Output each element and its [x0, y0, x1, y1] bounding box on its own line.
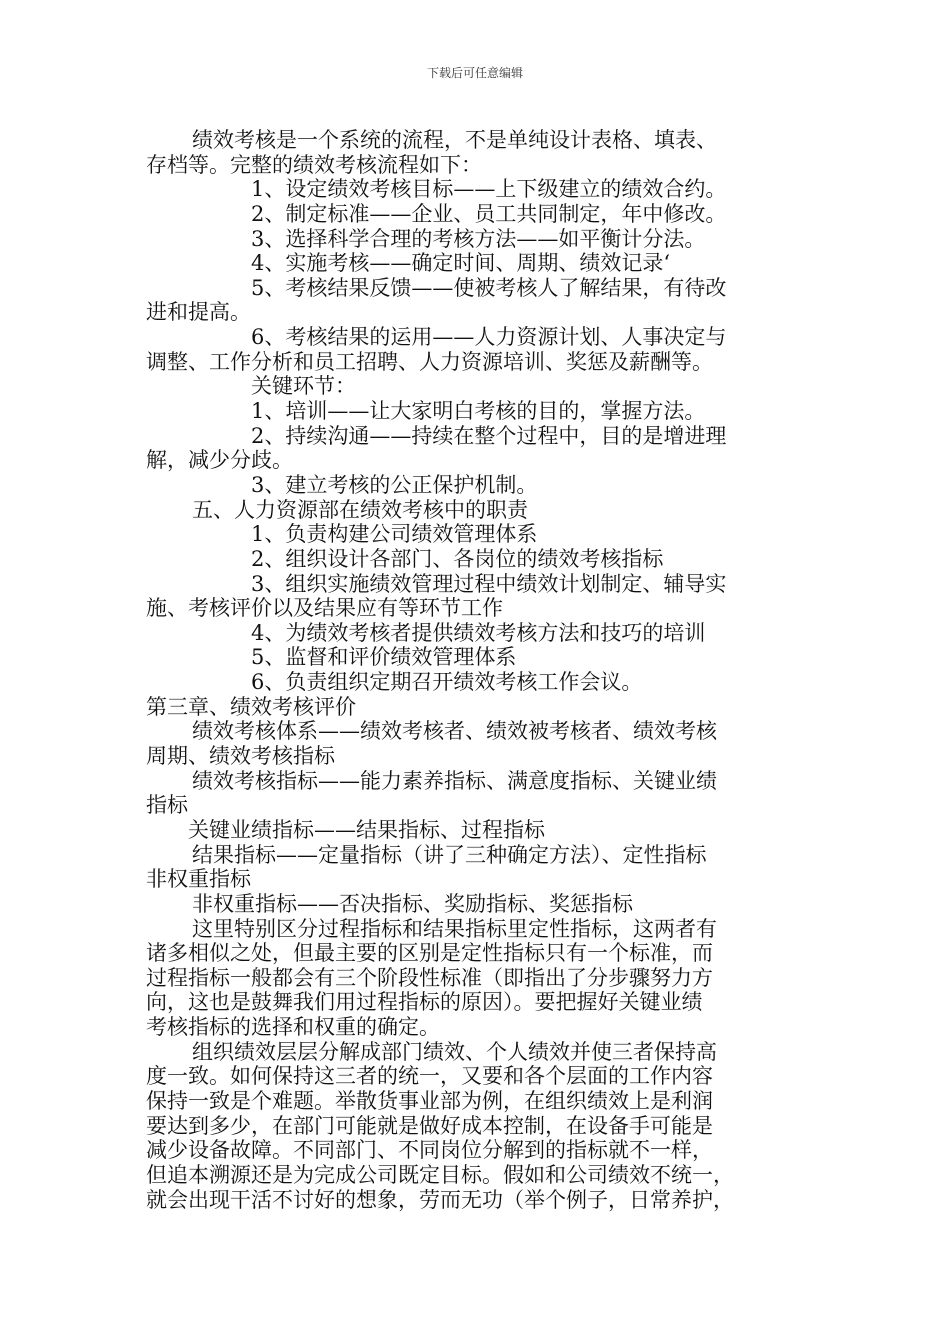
- text-line: 3、选择科学合理的考核方法——如平衡计分法。: [251, 226, 706, 251]
- text-line: 就会出现干活不讨好的想象，劳而无功（举个例子，日常养护，: [146, 1187, 734, 1212]
- text-line: 1、负责构建公司绩效管理体系: [251, 522, 538, 547]
- text-line: 3、组织实施绩效管理过程中绩效计划制定、辅导实: [251, 571, 727, 596]
- text-line: 诸多相似之处，但最主要的区别是定性指标只有一个标准，而: [146, 941, 713, 966]
- text-line: 施、考核评价以及结果应有等环节工作: [146, 596, 503, 621]
- text-line: 度一致。如何保持这三者的统一，又要和各个层面的工作内容: [146, 1064, 713, 1089]
- text-line: 第三章、绩效考核评价: [146, 694, 356, 719]
- text-line: 解，减少分歧。: [146, 448, 293, 473]
- text-line: 向，这也是鼓舞我们用过程指标的原因）。要把握好关键业绩: [146, 990, 703, 1015]
- text-line: 4、为绩效考核者提供绩效考核方法和技巧的培训: [251, 620, 706, 645]
- text-line: 关键环节：: [251, 374, 356, 399]
- text-line: 5、考核结果反馈——使被考核人了解结果，有待改: [251, 275, 727, 300]
- text-line: 5、监督和评价绩效管理体系: [251, 645, 517, 670]
- text-line: 组织绩效层层分解成部门绩效、个人绩效并使三者保持高: [192, 1039, 717, 1064]
- text-line: 周期、绩效考核指标: [146, 744, 335, 769]
- text-line: 6、考核结果的运用——人力资源计划、人事决定与: [251, 325, 727, 350]
- text-line: 2、组织设计各部门、各岗位的绩效考核指标: [251, 546, 664, 571]
- text-line: 五、人力资源部在绩效考核中的职责: [192, 497, 528, 522]
- text-line: 保持一致是个难题。举散货事业部为例，在组织绩效上是利润: [146, 1088, 713, 1113]
- text-line: 但追本溯源还是为完成公司既定目标。假如和公司绩效不统一，: [146, 1162, 734, 1187]
- text-line: 1、培训——让大家明白考核的目的，掌握方法。: [251, 399, 706, 424]
- text-line: 3、建立考核的公正保护机制。: [251, 472, 538, 497]
- text-line: 减少设备故障。不同部门、不同岗位分解到的指标就不一样，: [146, 1138, 713, 1163]
- page-header: 下载后可任意编辑: [426, 66, 523, 80]
- text-line: 1、设定绩效考核目标——上下级建立的绩效合约。: [251, 177, 727, 202]
- text-line: 绩效考核指标——能力素养指标、满意度指标、关键业绩: [192, 768, 717, 793]
- text-line: 非权重指标: [146, 867, 251, 892]
- text-line: 关键业绩指标——结果指标、过程指标: [188, 817, 545, 842]
- text-line: 6、负责组织定期召开绩效考核工作会议。: [251, 670, 643, 695]
- text-line: 绩效考核是一个系统的流程，不是单纯设计表格、填表、: [192, 128, 717, 152]
- text-line: 存档等。完整的绩效考核流程如下：: [146, 152, 482, 177]
- text-line: 非权重指标——否决指标、奖励指标、奖惩指标: [192, 891, 633, 916]
- text-line: 过程指标一般都会有三个阶段性标准（即指出了分步骤努力方: [146, 965, 713, 990]
- text-line: 这里特别区分过程指标和结果指标里定性指标，这两者有: [192, 916, 717, 941]
- text-line: 考核指标的选择和权重的确定。: [146, 1015, 440, 1040]
- text-line: 2、持续沟通——持续在整个过程中，目的是增进理: [251, 423, 727, 448]
- text-line: 绩效考核体系——绩效考核者、绩效被考核者、绩效考核: [192, 719, 717, 744]
- text-line: 指标: [146, 793, 188, 818]
- text-line: 调整、工作分析和员工招聘、人力资源培训、奖惩及薪酬等。: [146, 349, 713, 374]
- text-line: 进和提高。: [146, 300, 251, 325]
- text-line: 要达到多少，在部门可能就是做好成本控制，在设备手可能是: [146, 1113, 713, 1138]
- document-body: [146, 128, 816, 1212]
- text-line: 4、实施考核——确定时间、周期、绩效记录‘: [251, 251, 671, 276]
- text-line: 2、制定标准——企业、员工共同制定，年中修改。: [251, 201, 727, 226]
- text-line: 结果指标——定量指标（讲了三种确定方法）、定性指标: [192, 842, 707, 867]
